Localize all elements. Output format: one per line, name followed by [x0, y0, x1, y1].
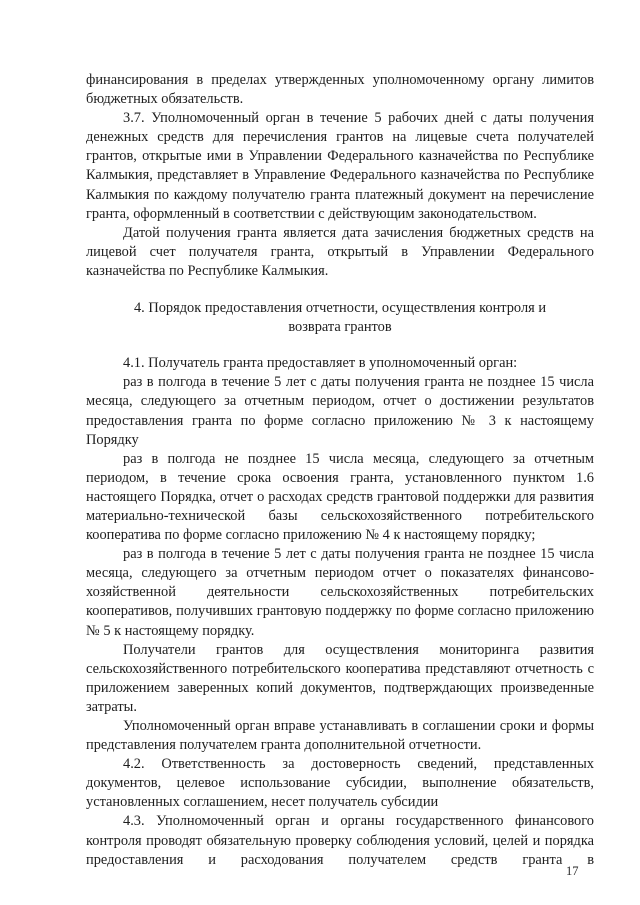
paragraph-monitoring: Получатели грантов для осуществления мониторинга развития сельскохозяйственного потребительского кооператива представляют отчетность с приложением заверенных копий документов, подтверждающих произведенные затраты. [86, 641, 594, 715]
paragraph-4-1: 4.1. Получатель гранта предоставляет в уполномоченный орган: [123, 355, 518, 372]
section-heading: 4. Порядок предоставления отчетности, осуществления контроля и возврата грантов [133, 300, 547, 336]
paragraph-continuation: финансирования в пределах утвержденных уполномоченному органу лимитов бюджетных обязательств. [86, 72, 594, 108]
paragraph-additional-reporting: Уполномоченный орган вправе устанавливать в соглашении сроки и формы представления получателем гранта дополнительной отчетности. [86, 718, 594, 754]
document-page [86, 71, 594, 870]
paragraph-3-7: 3.7. Уполномоченный орган в течение 5 рабочих дней с даты получения денежных средств для перечисления грантов на лицевые счета получателей грантов, открытые ими в Управлении Федерального казначейства по Республике Калмыкия, представляет в Управление Федерального казначейства по Республике Калмыкия по каждому получателю гранта платежный документ на перечисление гранта, оформленный в соответствии с действующим законодательством. [86, 110, 594, 222]
paragraph-report-financial: раз в полгода в течение 5 лет с даты получения гранта не позднее 15 числа месяца, следующего за отчетным периодом отчет о показателях финансово-хозяйственной деятельности сельскохозяйственных потребительских кооперативов, получивших грантовую поддержку по форме согласно приложению № 5 к настоящему порядку. [86, 546, 594, 639]
paragraph-grant-date: Датой получения гранта является дата зачисления бюджетных средств на лицевой счет получателя гранта, открытый в Управлении Федерального казначейства по Республике Калмыкия. [86, 224, 594, 279]
paragraph-report-expenses: раз в полгода не позднее 15 числа месяца, следующего за отчетным периодом, в течение срока освоения гранта, установленного пунктом 1.6 настоящего Порядка, отчет о расходах средств грантовой поддержки для развития материально-технической базы сельскохозяйственного потребительского кооператива по форме согласно приложению № 4 к настоящему порядку; [86, 450, 594, 544]
paragraph-report-results: раз в полгода в течение 5 лет с даты получения гранта не позднее 15 числа месяца, следующего за отчетным периодом, отчет о достижении результатов предоставления гранта по форме согласно приложению № 3 к настоящему Порядку [86, 374, 594, 448]
paragraph-4-3: 4.3. Уполномоченный орган и органы государственного финансового контроля проводят обязательную проверку соблюдения условий, целей и порядка предоставления и расходования получателем средств гранта в [86, 813, 594, 868]
page-number: 17 [566, 864, 579, 878]
paragraph-4-2: 4.2. Ответственность за достоверность сведений, представленных документов, целевое использование субсидии, выполнение обязательств, установленных соглашением, несет получатель субсидии [86, 756, 594, 811]
